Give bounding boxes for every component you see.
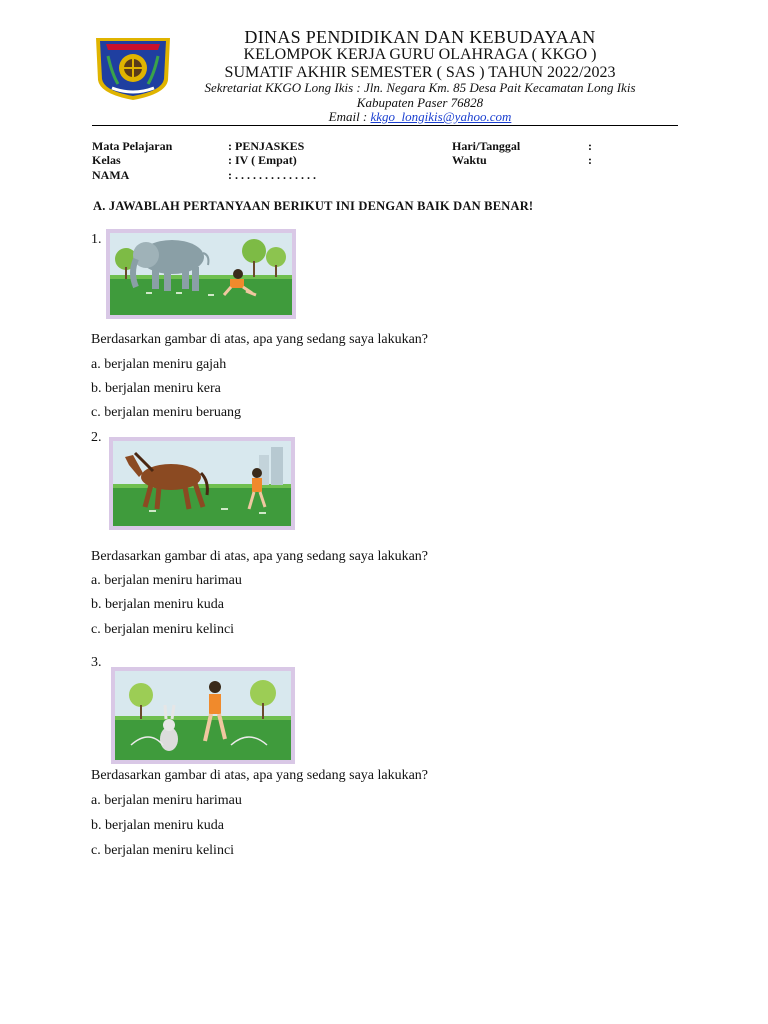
date-label: Hari/Tanggal (452, 139, 521, 153)
time-label: Waktu (452, 153, 487, 167)
header-email-line (170, 109, 670, 125)
elephant-walk-illustration-icon (106, 229, 296, 319)
name-value: : . . . . . . . . . . . . . . (228, 168, 316, 182)
question-3-number: 3. (91, 655, 102, 670)
time-value: : (588, 153, 592, 167)
question-1-prompt: Berdasarkan gambar di atas, apa yang sedang saya lakukan? (91, 332, 429, 347)
name-label: NAMA (92, 168, 130, 182)
section-title: A. JAWABLAH PERTANYAAN BERIKUT INI DENGAN BAIK DAN BENAR! (93, 199, 534, 213)
header-divider (92, 125, 678, 126)
rabbit-hop-illustration-icon (111, 667, 295, 764)
question-3-option-c[interactable]: c. berjalan meniru kelinci (91, 843, 235, 858)
horse-walk-illustration-icon (109, 437, 295, 530)
header-exam: SUMATIF AKHIR SEMESTER ( SAS ) TAHUN 2022/2023 (224, 64, 616, 81)
question-1-number: 1. (91, 232, 102, 247)
email-link[interactable]: kkgo_longikis@yahoo.com (370, 109, 512, 124)
question-1-option-b[interactable]: b. berjalan meniru kera (91, 381, 221, 396)
date-value: : (588, 139, 592, 153)
question-3-prompt: Berdasarkan gambar di atas, apa yang sedang saya lakukan? (91, 768, 429, 783)
class-label: Kelas (92, 153, 121, 167)
header-agency: DINAS PENDIDIKAN DAN KEBUDAYAAN (244, 27, 596, 47)
question-2-number: 2. (91, 430, 102, 445)
email-label: Email : (328, 109, 371, 124)
question-3-option-a[interactable]: a. berjalan meniru harimau (91, 793, 242, 808)
question-1-option-c[interactable]: c. berjalan meniru beruang (91, 405, 242, 420)
subject-value: : PENJASKES (228, 139, 305, 153)
header-regency: Kabupaten Paser 76828 (356, 95, 484, 110)
header-address: Sekretariat KKGO Long Ikis : Jln. Negara Km. 85 Desa Pait Kecamatan Long Ikis (204, 80, 636, 95)
question-2-option-a[interactable]: a. berjalan meniru harimau (91, 573, 242, 588)
question-1-option-a[interactable]: a. berjalan meniru gajah (91, 357, 227, 372)
question-3-option-b[interactable]: b. berjalan meniru kuda (91, 818, 224, 833)
class-value: : IV ( Empat) (228, 153, 297, 167)
header-group: KELOMPOK KERJA GURU OLAHRAGA ( KKGO ) (243, 46, 597, 63)
question-2-option-b[interactable]: b. berjalan meniru kuda (91, 597, 224, 612)
question-2-prompt: Berdasarkan gambar di atas, apa yang sedang saya lakukan? (91, 549, 429, 564)
paser-regency-logo-icon (94, 34, 172, 102)
subject-label: Mata Pelajaran (92, 139, 173, 153)
question-2-option-c[interactable]: c. berjalan meniru kelinci (91, 622, 235, 637)
